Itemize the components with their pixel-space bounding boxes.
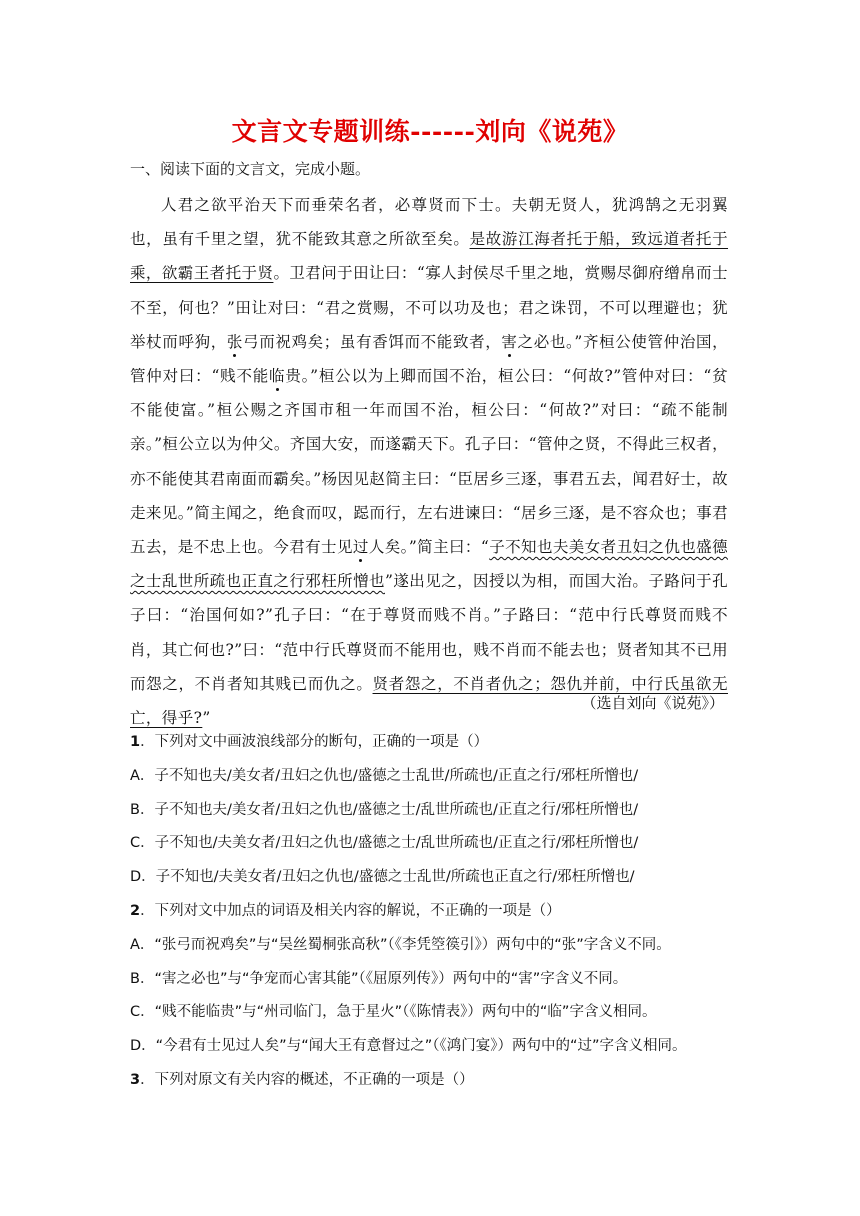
source-citation: （选自刘向《说苑》） xyxy=(581,694,724,712)
option-d: D．“今君有士见过人矣”与“闻大王有意督过之”（《鸿门宴》）两句中的“过”字含义相同。 xyxy=(130,1038,687,1055)
option-c: C．“贱不能临贵”与“州司临门，急于星火”（《陈情表》）两句中的“临”字含义相同。 xyxy=(130,1004,657,1021)
dotted-word-lin: 临 xyxy=(269,367,286,386)
question-number: 3 xyxy=(130,1071,141,1088)
passage-text: 之必也。”齐桓公使管仲治国，管仲对曰：“贱不能 xyxy=(130,332,729,386)
question-3 xyxy=(130,1064,750,1098)
question-2 xyxy=(130,895,750,929)
question-stem: ．下列对文中加点的词语及相关内容的解说，不正确的一项是（） xyxy=(140,902,561,919)
dotted-word-guo: 过 xyxy=(352,538,369,557)
question-number: 1 xyxy=(130,734,141,750)
option-a: A．“张弓而祝鸡矣”与“吴丝蜀桐张高秋”（《李凭箜篌引》）两句中的“张”字含义不同。 xyxy=(130,936,671,953)
page-title: 文言文专题训练------刘向《说苑》 xyxy=(231,117,629,146)
question-stem: ．下列对文中画波浪线部分的断句，正确的一项是（） xyxy=(140,734,489,750)
question-1 xyxy=(130,726,750,760)
option-c: C．子不知也/夫美女者/丑妇之仇也/盛德之士/乱世所疏也/正直之行/邪枉所憎也/ xyxy=(130,835,639,852)
passage-text: ” xyxy=(202,709,211,728)
option-b: B．子不知也夫/美女者/丑妇之仇也/盛德之士/乱世所疏也/正直之行/邪枉所憎也/ xyxy=(130,801,639,818)
underlined-sentence: 贤者怨之，不肖者仇之；怨仇并前，中行氏虽欲无亡，得乎? xyxy=(130,674,728,728)
question-number: 2 xyxy=(130,902,141,919)
passage-text: 人矣。”简主曰：“ xyxy=(368,538,490,557)
wavy-underlined-sentence: 子不知也夫美女者丑妇之仇也盛德之士乱世所疏也正直之行邪枉所憎也 xyxy=(130,538,728,591)
underlined-sentence: 是故游江海者托于船，致远道者托于乘，欲霸王者托于贤 xyxy=(130,230,729,283)
passage-text: 弓而祝鸡矣；虽有香饵而不能致者， xyxy=(243,332,502,351)
passage xyxy=(130,188,728,735)
section-heading: 一、阅读下面的文言文，完成小题。 xyxy=(130,160,371,178)
passage-text: 。卫君问于田让曰：“寡人封侯尽千里之地，赏赐尽御府缯帛而士不至，何也？”田让对曰：“君之赏赐，不可以功及也；君之诛罚，不可以理避也；犹举杖而呼狗， xyxy=(130,264,728,351)
option-d: D．子不知也/夫美女者/丑妇之仇也/盛德之士乱世/所疏也正直之行/邪枉所憎也/ xyxy=(130,869,635,886)
passage-text: 人君之欲平治天下而垂荣名者，必尊贤而下士。夫朝无贤人，犹鸿鹄之无羽翼也，虽有千里之望，犹不能致其意之所欲至矣。 xyxy=(130,196,728,249)
passage-text: ”遂出见之，因授以为相，而国大治。子路问于孔子曰：“治国何如?”孔子曰：“在于尊贤而贱不肖。”子路曰：“范中行氏尊贤而贱不肖，其亡何也?”曰：“范中行氏尊贤而不能用也，贱不肖而不能去也；贤者知其不已用而怨之，不肖者知其贱已而仇之。 xyxy=(130,572,728,693)
option-a: A．子不知也夫/美女者/丑妇之仇也/盛德之士乱世/所疏也/正直之行/邪枉所憎也/ xyxy=(130,767,639,784)
passage-text: 贵。”桓公以为上卿而国不治，桓公曰：“何故?”管仲对曰：“贫不能使富。”桓公赐之齐国市租一年而国不治，桓公曰：“何故?”对曰：“疏不能制亲。”桓公立以为仲父。齐国大安，而遂霸天下。孔子曰：“管仲之贤，不得此三权者，亦不能使其君南面而霸矣。”杨因见赵简主曰：“臣居乡三逐，事君五去，闻君好士，故走来见。”简主闻之，绝食而叹，跽而行，左右进谏曰：“居乡三逐，是不容众也；事君五去，是不忠上也。今君有士见 xyxy=(130,367,728,557)
questions xyxy=(130,726,750,1098)
dotted-word-zhang: 张 xyxy=(226,332,244,351)
option-b: B．“害之必也”与“争宠而心害其能”（《屈原列传》）两句中的“害”字含义不同。 xyxy=(130,970,628,987)
dotted-word-hai: 害 xyxy=(501,332,518,351)
question-stem: ．下列对原文有关内容的概述，不正确的一项是（） xyxy=(140,1071,474,1088)
